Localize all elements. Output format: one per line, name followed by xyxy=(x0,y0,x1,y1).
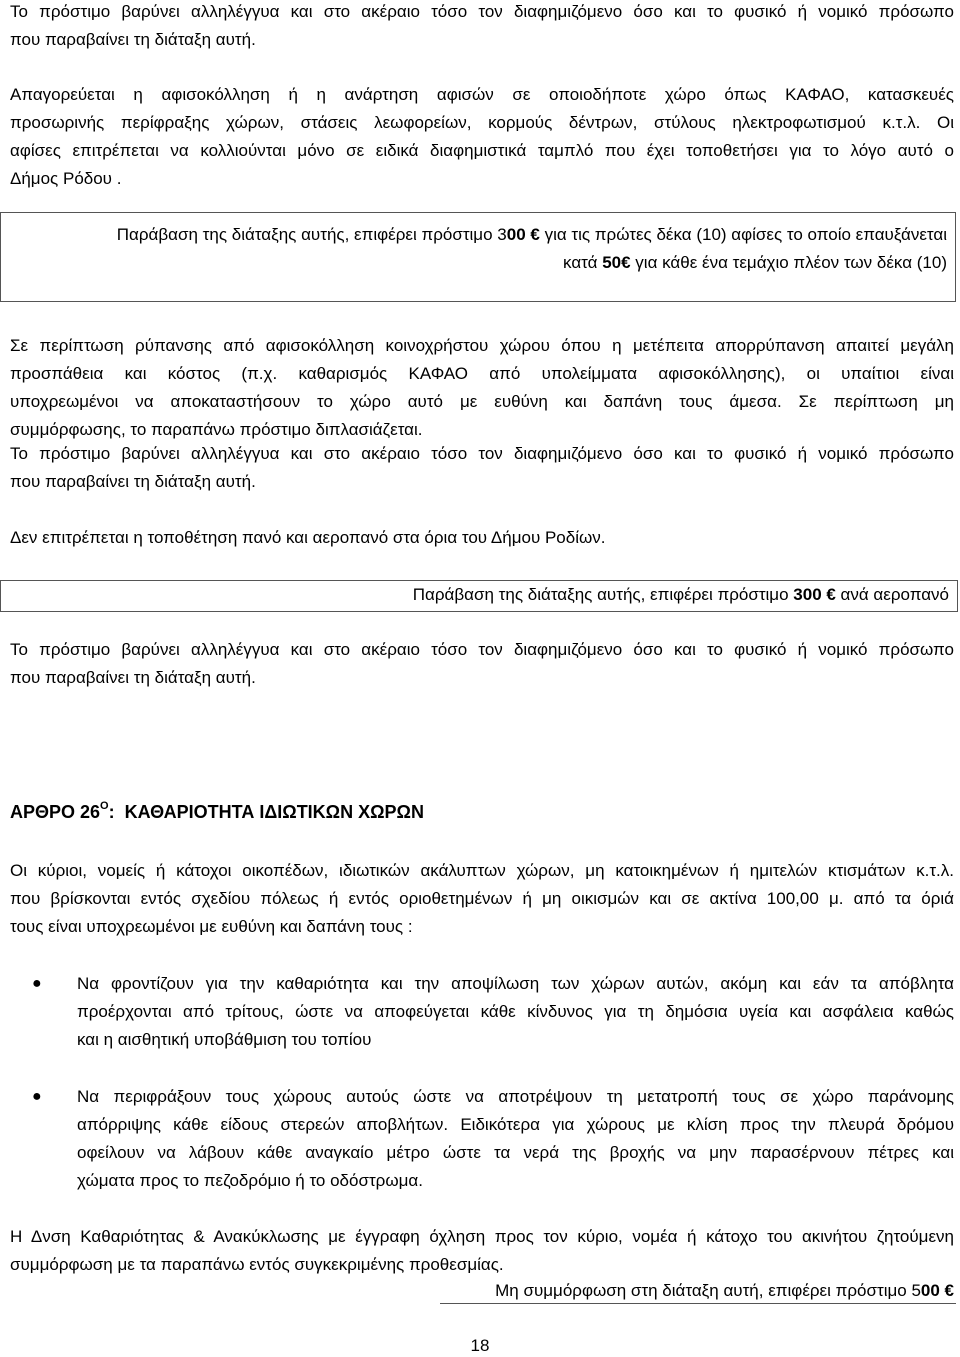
cleaning-dept-paragraph-line: Η Δνση Καθαριότητας & Ανακύκλωσης με έγγραφη όχληση προς τον κύριο, νομέα ή κάτοχο του ακινήτου ζητούμενη xyxy=(10,1227,954,1246)
pollution-paragraph-line: συμμόρφωσης, το παραπάνω πρόστιμο διπλασιάζεται. xyxy=(10,420,423,439)
bullet-item-line: και η αισθητική υποβάθμιση του τοπίου xyxy=(77,1030,372,1049)
bullet-item-line: προέρχονται από τρίτους, ώστε να αποφεύγεται κάθε κίνδυνος για τη δημόσια υγεία και ασφάλεια καθώς xyxy=(77,1002,954,1021)
article-heading: ΑΡΘΡΟ $26^O$: ΚΑΘΑΡΙΟΤΗΤΑ ΙΔΙΩΤΙΚΩΝ ΧΩΡΩΝ xyxy=(10,800,424,822)
poster-paragraph-line: Απαγορεύεται η αφισοκόλληση ή η ανάρτηση αφισών σε οποιοδήποτε χώρο όπως ΚΑΦΑΟ, κατασκευές xyxy=(10,85,954,104)
fine-paragraph-line: Το πρόστιμο βαρύνει αλληλέγγυα και στο ακέραιο τόσο τον διαφημιζόμενο όσο και το φυσικό ή νομικό πρόσωπο xyxy=(10,444,954,463)
banner-ban-paragraph: Δεν επιτρέπεται η τοποθέτηση πανό και αεροπανό στα όρια του Δήμου Ροδίων. xyxy=(10,528,606,547)
penalty-box-banners xyxy=(0,580,958,612)
fine-paragraph-line: Το πρόστιμο βαρύνει αλληλέγγυα και στο ακέραιο τόσο τον διαφημιζόμενο όσο και το φυσικό ή νομικό πρόσωπο xyxy=(10,2,954,21)
poster-paragraph-line: προσωρινής περίφραξης χώρων, στάσεις λεωφορείων, κορμούς δέντρων, στύλους ηλεκτροφωτισμού κ.τ.λ. Οι xyxy=(10,113,954,132)
owners-paragraph-line: τους είναι υποχρεωμένοι με ευθύνη και δαπάνη τους : xyxy=(10,917,413,936)
fine-paragraph-line: Το πρόστιμο βαρύνει αλληλέγγυα και στο ακέραιο τόσο τον διαφημιζόμενο όσο και το φυσικό ή νομικό πρόσωπο xyxy=(10,640,954,659)
poster-paragraph-line: αφίσες επιτρέπεται να κολλιούνται μόνο σε ειδικά διαφημιστικά ταμπλό που έχει τοποθετήσει για το λόγο αυτό ο xyxy=(10,141,954,160)
penalty-line-2: κατά 50€ για κάθε ένα τεμάχιο πλέον των δέκα (10) xyxy=(563,253,947,272)
fine-paragraph-line: που παραβαίνει τη διάταξη αυτή. xyxy=(10,668,256,687)
owners-paragraph-line: που βρίσκονται εντός σχεδίου πόλεως ή εντός οριοθετημένων ή μη οικισμών και σε ακτίνα 100,00 μ. από τα όριά xyxy=(10,889,954,908)
bullet-icon: ● xyxy=(32,975,42,992)
cleaning-dept-paragraph-line: συμμόρφωση με τα παραπάνω εντός συγκεκριμένης προθεσμίας. xyxy=(10,1255,504,1274)
bullet-item-line: απόρριψης κάθε είδους στερεών αποβλήτων. Ειδικότερα για χώρους με κλίση προς την πλευρά δρόμου xyxy=(77,1115,954,1134)
pollution-paragraph-line: Σε περίπτωση ρύπανσης από αφισοκόλληση κοινοχρήστου χώρου όπου η μετέπειτα απορρύπανση απαιτεί μεγάλη xyxy=(10,336,954,355)
bullet-item-line: χώματα προς το πεζοδρόμιο ή το οδόστρωμα. xyxy=(77,1171,423,1190)
penalty-line-1: Παράβαση της διάταξης αυτής, επιφέρει πρόστιμο 300 € για τις πρώτες δέκα (10) αφίσες το οποίο επαυξάνεται xyxy=(116,225,947,244)
bullet-item-line: Να περιφράξουν τους χώρους αυτούς ώστε να αποτρέψουν τη μετατροπή τους σε χώρο παράνομης xyxy=(77,1087,954,1106)
owners-paragraph-line: Οι κύριοι, νομείς ή κάτοχοι οικοπέδων, ιδιωτικών ακάλυπτων χώρων, μη κατοικημένων ή ημιτελών κτισμάτων κ.τ.λ. xyxy=(10,861,954,880)
final-penalty-underline xyxy=(440,1303,956,1304)
fine-paragraph-line: που παραβαίνει τη διάταξη αυτή. xyxy=(10,472,256,491)
bullet-icon: ● xyxy=(32,1088,42,1105)
fine-paragraph-line: που παραβαίνει τη διάταξη αυτή. xyxy=(10,30,256,49)
final-penalty-line: Μη συμμόρφωση στη διάταξη αυτή, επιφέρει πρόστιμο 500 € xyxy=(495,1281,954,1300)
poster-paragraph-line: Δήμος Ρόδου . xyxy=(10,169,122,188)
bullet-item-line: οφείλουν να λάβουν κάθε αναγκαίο μέτρο ώστε τα νερά της βροχής να μην παρασέρνουν πέτρες και xyxy=(77,1143,954,1162)
bullet-item-line: Να φροντίζουν για την καθαριότητα και την αποψίλωση των χώρων αυτών, ακόμη και εάν τα απόβλητα xyxy=(77,974,954,993)
penalty-line: Παράβαση της διάταξης αυτής, επιφέρει πρόστιμο 300 € ανά αεροπανό xyxy=(412,585,949,604)
page-number: 18 xyxy=(470,1336,490,1355)
pollution-paragraph-line: υποχρεωμένοι να αποκαταστήσουν το χώρο αυτό με ευθύνη και δαπάνη τους άμεσα. Σε περίπτωση μη xyxy=(10,392,954,411)
pollution-paragraph-line: προσπάθεια και κόστος (π.χ. καθαρισμός ΚΑΦΑΟ από υπολείμματα αφισοκόλλησης), οι υπαίτιοι είναι xyxy=(10,364,954,383)
penalty-box-posters xyxy=(0,212,956,302)
